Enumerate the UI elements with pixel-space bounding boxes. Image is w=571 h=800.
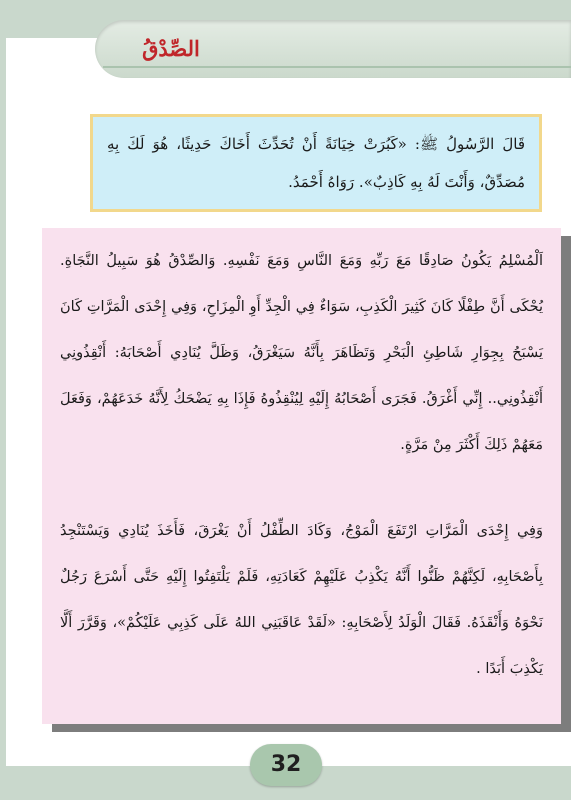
- left-edge: [0, 0, 6, 800]
- hadith-box: [90, 114, 542, 212]
- story-box: [42, 228, 561, 724]
- hadith-text: قَالَ الرَّسُولُ ﷺ: «كَبُرَتْ خِيَانَةً أَنْ تُحَدِّثَ أَخَاكَ حَدِيثًا، هُوَ لَكَ بِهِ مُصَدِّقٌ، وَأَنْتَ لَهُ بِهِ كَاذِبٌ». رَوَاهُ أَحْمَدُ.: [107, 135, 525, 191]
- story-paragraph-1: اَلْمُسْلِمُ يَكُونُ صَادِقًا مَعَ رَبِّهِ وَمَعَ النَّاسِ وَمَعَ نَفْسِهِ. وَالصِّدْقُ هُوَ سَبِيلُ النَّجَاةِ. يُحْكَى أَنَّ طِفْلًا كَانَ كَثِيرَ الْكَذِبِ، سَوَاءٌ فِي الْجِدِّ أَوِ الْمِزَاحِ، وَفِي إِحْدَى الْمَرَّاتِ كَانَ يَسْبَحُ بِجِوَارِ شَاطِئِ الْبَحْرِ وَتَظَاهَرَ بِأَنَّهُ سَيَغْرَقُ، وَظَلَّ يُنَادِي أَصْحَابَهُ: أَنْقِذُونِي أَنْقِذُونِي.. إِنِّي أَغْرَقُ. فَجَرَى أَصْحَابُهُ إِلَيْهِ لِيُنْقِذُوهُ فَإِذَا بِهِ يَضْحَكُ لِأَنَّهُ خَدَعَهُمْ، وَفَعَلَ مَعَهُمْ ذَلِكَ أَكْثَرَ مِنْ مَرَّةٍ.: [60, 253, 543, 453]
- page-number: 32: [250, 744, 322, 786]
- story-paragraph-2: وَفِي إِحْدَى الْمَرَّاتِ ارْتَفَعَ الْمَوْجُ، وَكَادَ الطِّفْلُ أَنْ يَغْرَقَ، فَأَخَذَ يُنَادِي وَيَسْتَنْجِدُ بِأَصْحَابِهِ، لَكِنَّهُمْ ظَنُّوا أَنَّهُ يَكْذِبُ عَلَيْهِمْ كَعَادَتِهِ، فَلَمْ يَلْتَفِتُوا إِلَيْهِ حَتَّى أَسْرَعَ رَجُلٌ نَحْوَهُ وَأَنْقَذَهُ. فَقَالَ الْوَلَدُ لِأَصْحَابِهِ: «لَقَدْ عَاقَبَنِي اللهُ عَلَى كَذِبِي عَلَيْكُمْ»، وَقَرَّرَ أَلَّا يَكْذِبَ أَبَدًا .: [60, 523, 543, 677]
- page-title: الصِّدْقُ: [142, 36, 200, 61]
